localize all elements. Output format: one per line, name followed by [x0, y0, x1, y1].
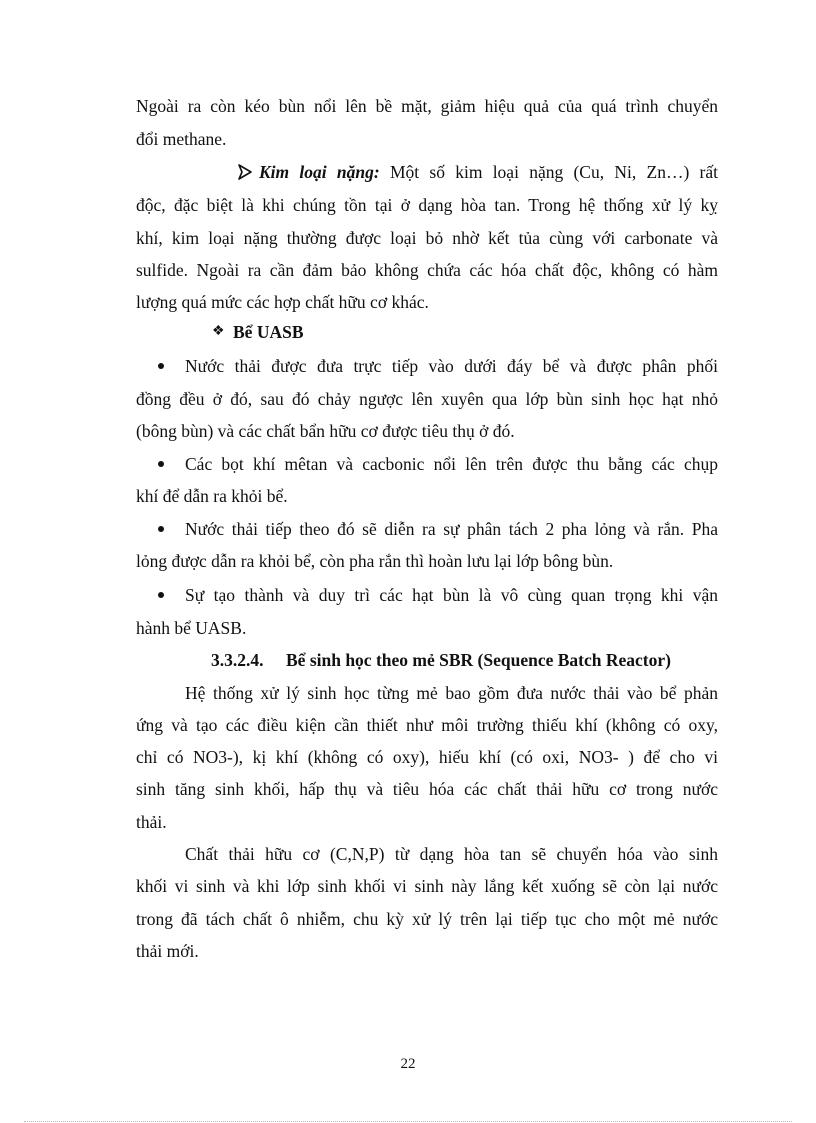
bullet-line: Nước thải được đưa trực tiếp vào dưới đáy bể và được phân phối [185, 356, 718, 376]
page-number: 22 [400, 1056, 416, 1072]
bullet-line: Sự tạo thành và duy trì các hạt bùn là vô cùng quan trọng khi vận [185, 585, 718, 605]
text-line: trong đã tách chất ô nhiễm, chu kỳ xử lý trên lại tiếp tục cho một mẻ nước [136, 909, 718, 929]
text-line: độc, đặc biệt là khi chúng tồn tại ở dạng hòa tan. Trong hệ thống xử lý kỵ [136, 195, 718, 215]
round-bullet-icon [158, 363, 164, 369]
text-line: ứng và tạo các điều kiện cần thiết như môi trường thiếu khí (không có oxy, [136, 715, 718, 735]
section-number: 3.3.2.4. [211, 650, 264, 670]
bullet-line: Các bọt khí mêtan và cacbonic nổi lên trên được thu bằng các chụp [185, 454, 718, 474]
text-line: lượng quá mức các hợp chất hữu cơ khác. [136, 292, 429, 312]
text-line: hành bể UASB. [136, 618, 247, 638]
bullet-line: Nước thải tiếp theo đó sẽ diễn ra sự phân tách 2 pha lỏng và rắn. Pha [185, 519, 718, 539]
text-line: lỏng được dẫn ra khỏi bể, còn pha rắn thì hoàn lưu lại lớp bông bùn. [136, 551, 614, 571]
round-bullet-icon [158, 592, 164, 598]
round-bullet-icon [158, 526, 164, 532]
text-line: Ngoài ra còn kéo bùn nổi lên bề mặt, giảm hiệu quả của quá trình chuyển [136, 96, 718, 116]
text-line: sulfide. Ngoài ra cần đảm bảo không chứa các hóa chất độc, không có hàm [136, 260, 718, 280]
text-line: Hệ thống xử lý sinh học từng mẻ bao gồm đưa nước thải vào bể phản [185, 683, 718, 703]
heavy-metals-line [259, 160, 718, 184]
text-line: khối vi sinh và khi lớp sinh khối vi sinh này lắng kết xuống sẽ còn lại nước [136, 876, 718, 896]
heavy-metals-label: Kim loại nặng: [259, 162, 380, 182]
four-diamond-bullet-icon: ❖ [212, 324, 225, 339]
text-line: (bông bùn) và các chất bẩn hữu cơ được tiêu thụ ở đó. [136, 421, 515, 441]
page-bottom-divider [24, 1121, 792, 1122]
text-line: sinh tăng sinh khối, hấp thụ và tiêu hóa các chất thải hữu cơ trong nước [136, 779, 718, 799]
round-bullet-icon [158, 461, 164, 467]
text-line: Chất thải hữu cơ (C,N,P) từ dạng hòa tan sẽ chuyển hóa vào sinh [185, 844, 718, 864]
heavy-metals-text: Một số kim loại nặng (Cu, Ni, Zn…) rất [389, 162, 718, 182]
text-line: thải. [136, 812, 167, 832]
text-line: đồng đều ở đó, sau đó chảy ngược lên xuyên qua lớp bùn sinh học hạt nhỏ [136, 389, 718, 409]
text-line: chỉ có NO3-), kị khí (không có oxy), hiếu khí (có oxi, NO3- ) để cho vi [136, 747, 718, 767]
section-title: Bể sinh học theo mẻ SBR (Sequence Batch Reactor) [286, 650, 671, 670]
text-line: khí để dẫn ra khỏi bể. [136, 486, 288, 506]
arrow-bullet-icon [238, 164, 252, 180]
uasb-heading: Bể UASB [233, 322, 304, 342]
text-line: thải mới. [136, 941, 199, 961]
text-line: khí, kim loại nặng thường được loại bỏ nhờ kết tủa cùng với carbonate và [136, 228, 718, 248]
text-line: đổi methane. [136, 129, 227, 149]
